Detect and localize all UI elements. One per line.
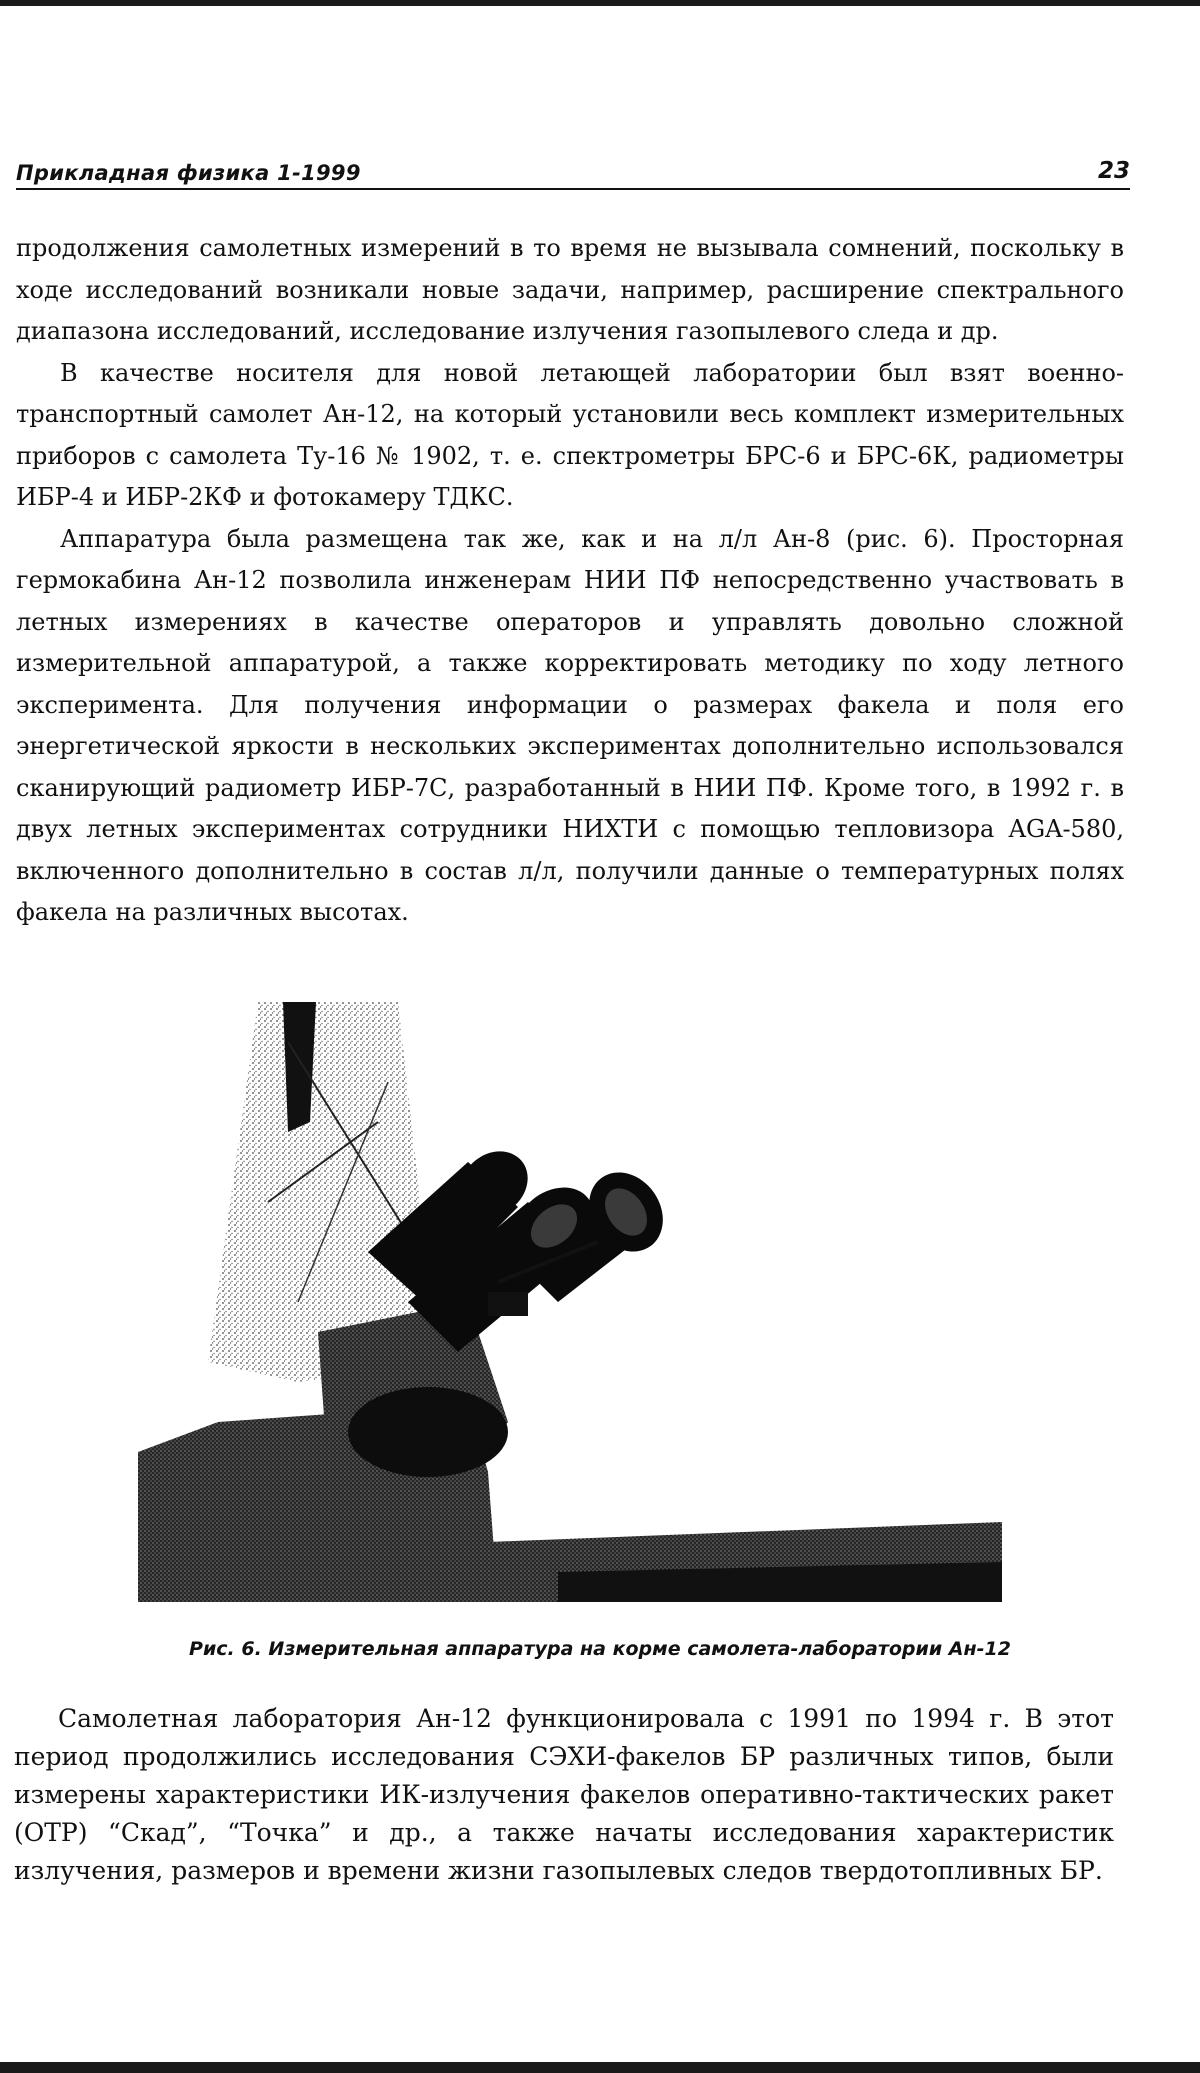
journal-title: Прикладная физика 1-1999 — [16, 161, 361, 185]
figure-caption: Рис. 6. Измерительная аппаратура на корме самолета-лаборатории Ан-12 — [189, 1638, 1011, 1660]
paragraph-equipment: Аппаратура была размещена так же, как и на л/л Ан-8 (рис. 6). Просторная гермокабина Ан-12 позволила инженерам НИИ ПФ непосредственно участвовать в летных измерениях в качестве операторов и управлять довольно сложной измерительной аппаратурой, а также корректировать методику по ходу летного эксперимента. Для получения информации о размерах факела и поля его энергетической яркости в нескольких экспериментах дополнительно использовался сканирующий радиометр ИБР-7С, разработанный в НИИ ПФ. Кроме того, в 1992 г. в двух летных экспериментах сотрудники НИХТИ с помощью тепловизора AGA-580, включенного дополнительно в состав л/л, получили данные о температурных полях факела на различных высотах. — [16, 524, 1124, 926]
running-header — [16, 150, 1130, 190]
photo-illustration — [138, 1002, 1002, 1602]
figure-photo — [138, 1002, 1002, 1602]
page-number: 23 — [1097, 158, 1130, 184]
body-text-bottom — [14, 1700, 1114, 1890]
paragraph-continuation: продолжения самолетных измерений в то время не вызывала сомнений, поскольку в ходе исследований возникали новые задачи, например, расширение спектрального диапазона исследований, исследование излучения газопылевого следа и др. — [16, 234, 1124, 345]
bottom-page-edge — [0, 2062, 1200, 2073]
paragraph-carrier-aircraft: В качестве носителя для новой летающей лаборатории был взят военно-транспортный самолет Ан-12, на который установили весь комплект измерительных приборов с самолета Ту-16 № 1902, т. е. спектрометры БРС-6 и БРС-6К, радиометры ИБР-4 и ИБР-2КФ и фотокамеру ТДКС. — [16, 358, 1124, 511]
top-page-edge — [0, 0, 1200, 6]
paragraph-an12-lab: Самолетная лаборатория Ан-12 функционировала с 1991 по 1994 г. В этот период продолжились исследования СЭХИ-факелов БР различных типов, были измерены характеристики ИК-излучения факелов оперативно-тактических ракет (ОТР) “Скад”, “Точка” и др., а также начаты исследования характеристик излучения, размеров и времени жизни газопылевых следов твердотопливных БР. — [14, 1704, 1114, 1885]
body-text-top — [16, 228, 1124, 934]
